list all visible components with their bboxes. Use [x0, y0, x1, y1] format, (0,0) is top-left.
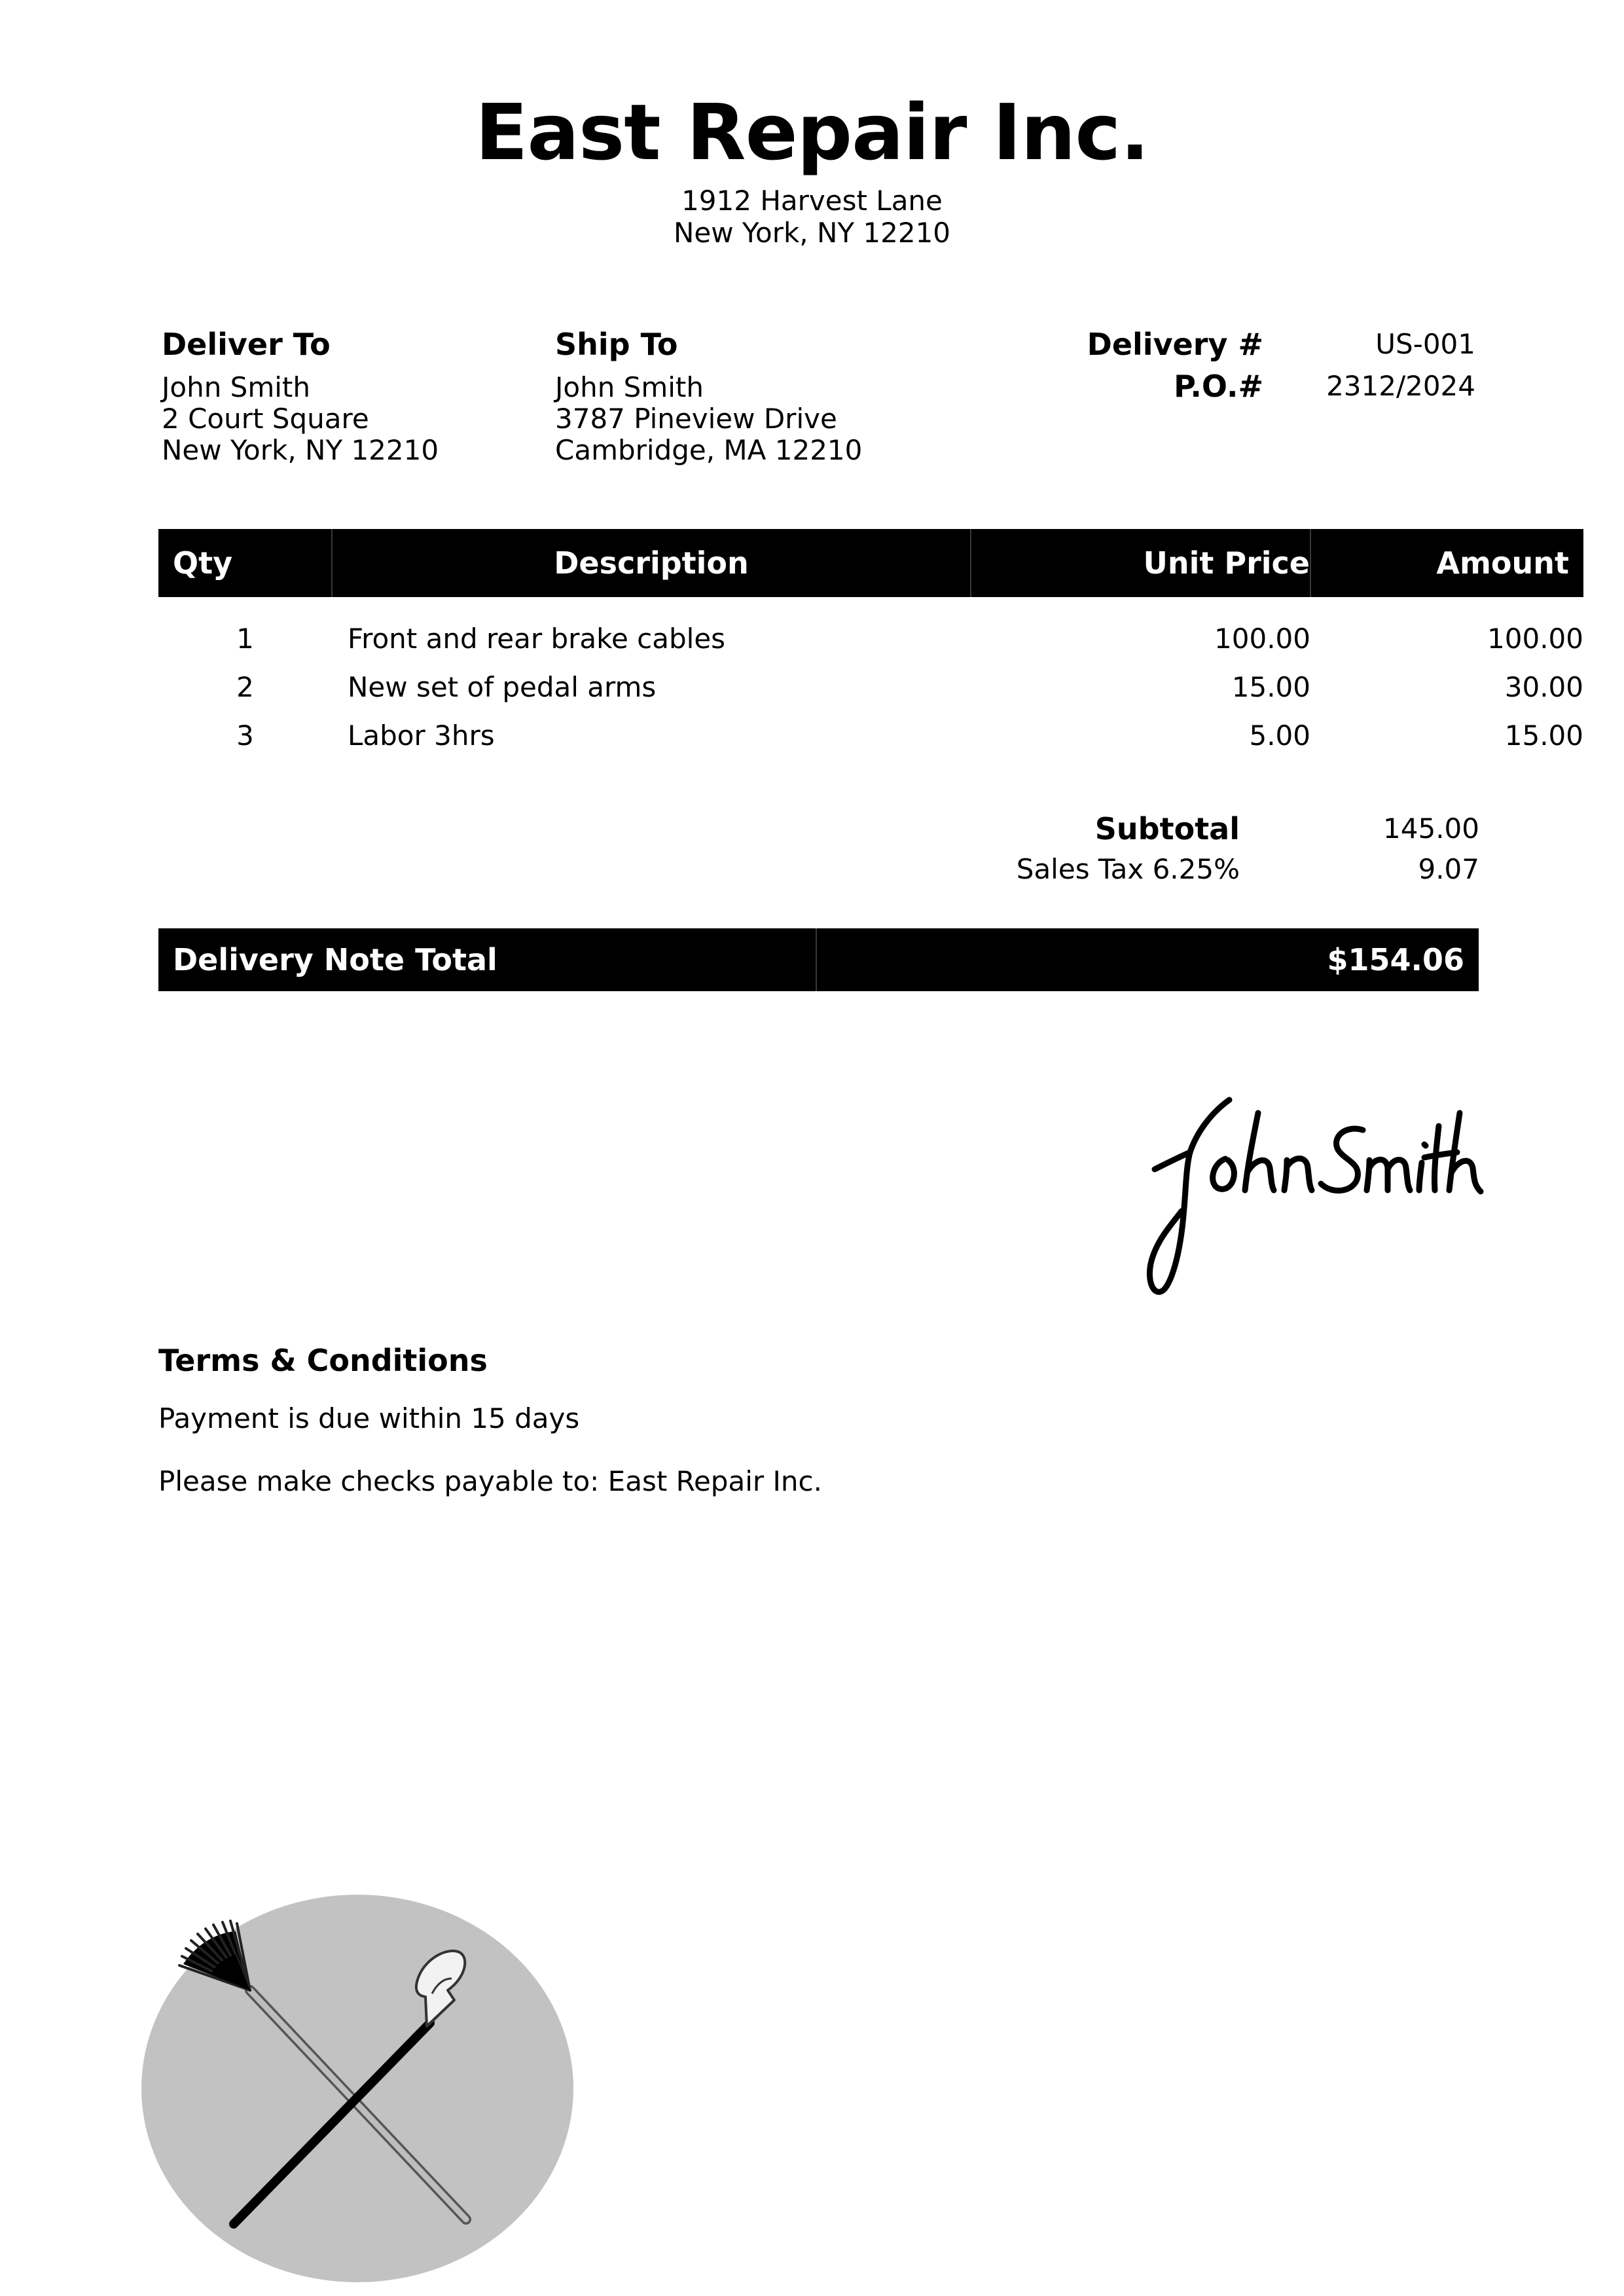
- deliver-to-street: 2 Court Square: [162, 403, 369, 435]
- sales-tax-value: 9.07: [1418, 853, 1479, 885]
- sales-tax-label: Sales Tax 6.25%: [1016, 853, 1240, 885]
- deliver-to-heading: Deliver To: [162, 327, 331, 362]
- delivery-number-label: Delivery #: [1087, 327, 1263, 362]
- row-description: New set of pedal arms: [348, 670, 657, 703]
- row-qty: 3: [236, 719, 254, 752]
- row-unit-price: 5.00: [1249, 719, 1310, 752]
- company-address-line2: New York, NY 12210: [673, 217, 951, 249]
- row-qty: 1: [236, 622, 254, 655]
- deliver-to-name: John Smith: [162, 371, 311, 403]
- table-row: [158, 663, 1583, 711]
- rake-and-shovel-icon: [139, 1892, 576, 2285]
- row-unit-price: 100.00: [1214, 622, 1310, 655]
- total-value: $154.06: [1327, 942, 1464, 977]
- row-amount: 30.00: [1504, 670, 1583, 703]
- row-description: Labor 3hrs: [348, 719, 495, 752]
- company-address-line1: 1912 Harvest Lane: [681, 185, 943, 217]
- terms-checks-payable: Please make checks payable to: East Repair Inc.: [158, 1465, 822, 1497]
- delivery-number-value: US-001: [1375, 328, 1475, 360]
- row-unit-price: 15.00: [1231, 670, 1310, 703]
- ship-to-heading: Ship To: [555, 327, 678, 362]
- total-bar: [158, 928, 1479, 991]
- subtotal-value: 145.00: [1383, 812, 1479, 845]
- ship-to-street: 3787 Pineview Drive: [555, 403, 837, 435]
- table-header-row: [158, 529, 1583, 597]
- header-unit-price: Unit Price: [971, 529, 1310, 597]
- ship-to-name: John Smith: [555, 371, 704, 403]
- deliver-to-block: [162, 325, 528, 466]
- deliver-to-city: New York, NY 12210: [162, 434, 439, 466]
- po-number-value: 2312/2024: [1326, 370, 1475, 402]
- company-address: [0, 185, 1624, 249]
- table-row: [158, 597, 1583, 663]
- delivery-number-row: [1021, 325, 1479, 367]
- row-amount: 15.00: [1504, 719, 1583, 752]
- terms-title: Terms & Conditions: [158, 1343, 488, 1378]
- items-table: [158, 529, 1583, 759]
- ship-to-block: [555, 325, 1013, 466]
- header-amount: Amount: [1310, 529, 1583, 597]
- row-amount: 100.00: [1487, 622, 1583, 655]
- company-name: East Repair Inc.: [475, 87, 1149, 177]
- po-number-label: P.O.#: [1174, 369, 1263, 404]
- terms-payment-due: Payment is due within 15 days: [158, 1402, 580, 1434]
- signature-image: [1113, 1087, 1486, 1309]
- header-qty: Qty: [158, 529, 332, 597]
- subtotal-row: [916, 809, 1479, 848]
- delivery-meta: [1021, 325, 1479, 409]
- ship-to-city: Cambridge, MA 12210: [555, 434, 863, 466]
- sales-tax-row: [916, 850, 1479, 889]
- total-divider: [816, 928, 817, 991]
- total-label: Delivery Note Total: [173, 942, 497, 977]
- po-number-row: [1021, 367, 1479, 409]
- row-qty: 2: [236, 670, 254, 703]
- row-description: Front and rear brake cables: [348, 622, 726, 655]
- header-description: Description: [332, 529, 971, 597]
- subtotal-label: Subtotal: [1094, 811, 1240, 847]
- table-row: [158, 711, 1583, 759]
